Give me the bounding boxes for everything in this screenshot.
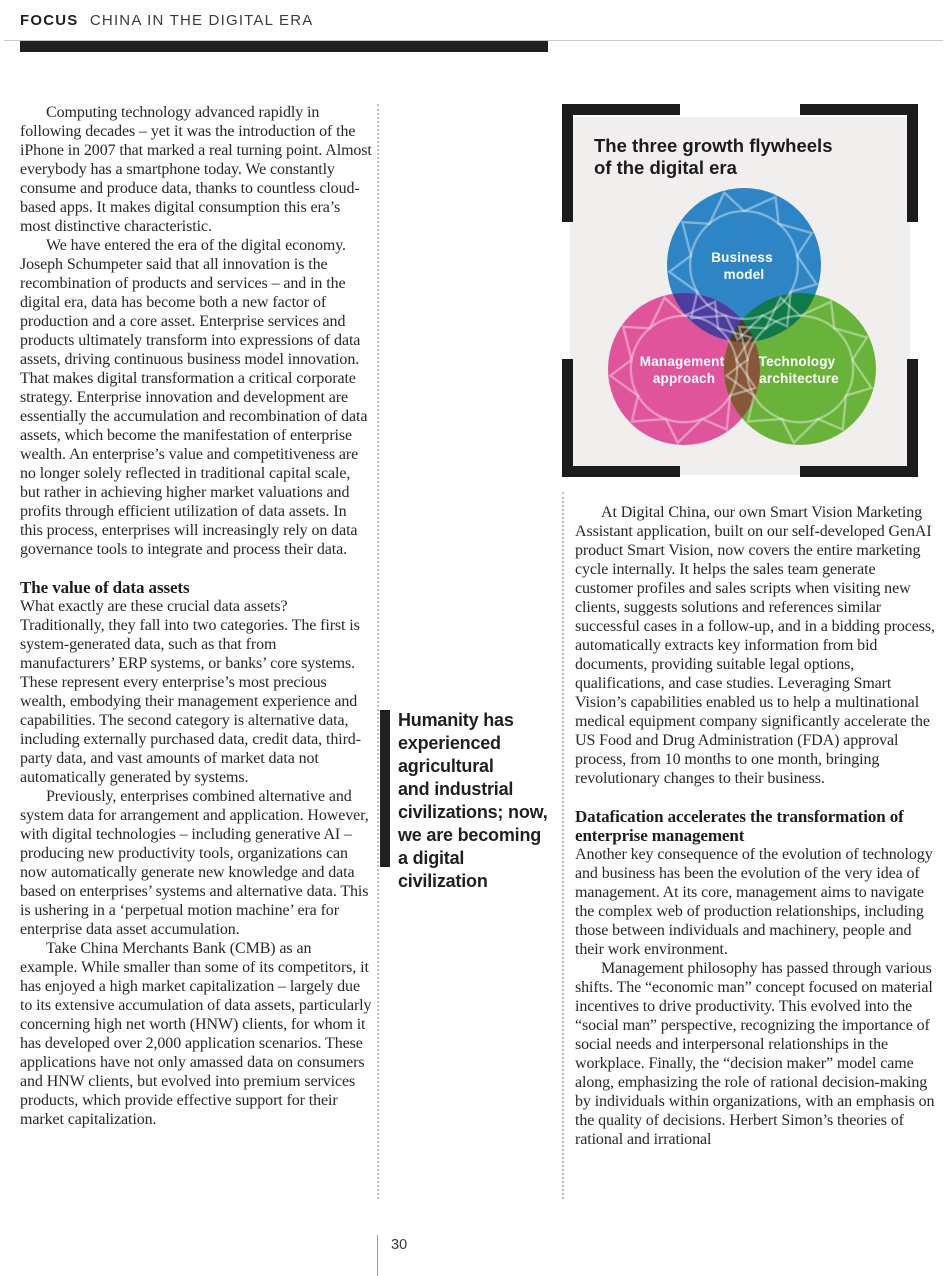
pull-quote-line: Humanity has — [398, 710, 514, 730]
paragraph: What exactly are these crucial data assets? Traditionally, they fall into two categories. The first is system-generated data, such as that from manufacturers’ ERP systems, or banks’ core systems. These represent every enterprise’s most precious wealth, embodying their management experience and capabilities. The second category is alternative data, including externally purchased data, credit data, third-party data, and vast amounts of market data not automatically generated by systems. — [20, 598, 361, 786]
pull-quote-line: civilizations; now, — [398, 802, 548, 822]
figure-title-line: of the digital era — [594, 157, 737, 178]
pull-quote-line: agricultural — [398, 756, 494, 776]
masthead-title: CHINA IN THE DIGITAL ERA — [89, 12, 314, 29]
section-heading: Datafication accelerates the transformation of enterprise management — [575, 807, 904, 845]
pull-quote — [398, 709, 564, 893]
figure-title-line: The three growth flywheels — [594, 135, 833, 156]
header-black-bar — [20, 41, 548, 52]
paragraph: We have entered the era of the digital economy. Joseph Schumpeter said that all innovation is the recombination of products and services – and in the digital era, data has become both a new factor of production and a core asset. Enterprise services and products ultimately transform into expressions of data assets, driving continuous business model innovation. That makes digital transformation a critical corporate strategy. Enterprise innovation and development are essentially the accumulation and recombination of data assets, which become the manifestation of enterprise wealth. An enterprise’s value and competitiveness are no longer solely reflected in traditional capital scale, but rather in achieving higher market valuations and profits through efficient utilization of data assets. In this process, enterprises will increasingly rely on data governance tools to integrate and process their data. — [20, 237, 368, 558]
pull-quote-bar — [380, 710, 390, 867]
page-number-rule — [377, 1235, 378, 1276]
paragraph: Management philosophy has passed through various shifts. The “economic man” concept focused on material incentives to drive productivity. This evolved into the “social man” perspective, recognizing the importance of social needs and interpersonal relationships in the workplace. Finally, the “decision maker” model came along, emphasizing the role of rational decision-making by individuals within organizations, with an emphasis on the quality of decisions. Herbert Simon’s theories of rational and irrational — [575, 960, 935, 1148]
paragraph: Previously, enterprises combined alternative and system data for arrangement and application. However, with digital technologies – including generative AI – producing new productivity tools, organizations can now automatically generate new knowledge and data based on enterprises’ systems and alternative data. This is ushering in a ‘perpetual motion machine’ era for enterprise data asset accumulation. — [20, 788, 369, 938]
masthead — [20, 12, 313, 29]
label-management-approach: Management approach — [639, 354, 725, 386]
page-number: 30 — [391, 1237, 408, 1253]
label-business-model: Business model — [711, 250, 773, 282]
left-column — [20, 103, 372, 1129]
pull-quote-line: and industrial — [398, 779, 514, 799]
pull-quote-line: civilization — [398, 871, 488, 891]
section-heading: The value of data assets — [20, 578, 190, 597]
pull-quote-line: experienced — [398, 733, 501, 753]
pull-quote-line: a digital — [398, 848, 465, 868]
venn-circles — [608, 188, 876, 445]
right-column — [575, 503, 937, 1149]
paragraph: Computing technology advanced rapidly in following decades – yet it was the introduction of the iPhone in 2007 that marked a real turning point. Almost everybody has a smartphone today. We constantly consume and produce data, thanks to countless cloud-based apps. It makes digital consumption this era’s most distinctive characteristic. — [20, 104, 372, 235]
masthead-kicker: FOCUS — [20, 12, 79, 29]
paragraph: At Digital China, our own Smart Vision Marketing Assistant application, built on our self-developed GenAI product Smart Vision, now covers the entire marketing cycle internally. It helps the sales team generate customer profiles and sales scripts when visiting new clients, suggests solutions and references similar successful cases in a follow-up, and in a bidding process, automatically extracts key information from bid documents, providing suitable legal options, qualifications, and case studies. Leveraging Smart Vision’s capabilities enabled us to help a multinational medical equipment company significantly accelerate the US Food and Drug Administration (FDA) approval process, from 10 months to one month, bringing revolutionary changes to their business. — [575, 504, 935, 787]
column-divider-left — [377, 104, 379, 1199]
paragraph: Take China Merchants Bank (CMB) as an example. While smaller than some of its competitors, it has enjoyed a high market capitalization – largely due to its extensive accumulation of data assets, particularly concerning high net worth (HNW) clients, for whom it has developed over 2,000 application scenarios. These applications have not only amassed data on consumers and HNW clients, but evolved into premium services products, which provide effective support for their market capitalization. — [20, 940, 372, 1128]
pull-quote-line: we are becoming — [398, 825, 542, 845]
label-technology-architecture: Technology architecture — [758, 354, 839, 386]
figure-flywheels — [562, 104, 918, 477]
paragraph: Another key consequence of the evolution of technology and business has been the evolution of the very idea of management. At its core, management aims to navigate the complex web of production relationships, including those between individuals and machinery, people and their work environment. — [575, 846, 933, 958]
venn-diagram — [570, 117, 910, 475]
